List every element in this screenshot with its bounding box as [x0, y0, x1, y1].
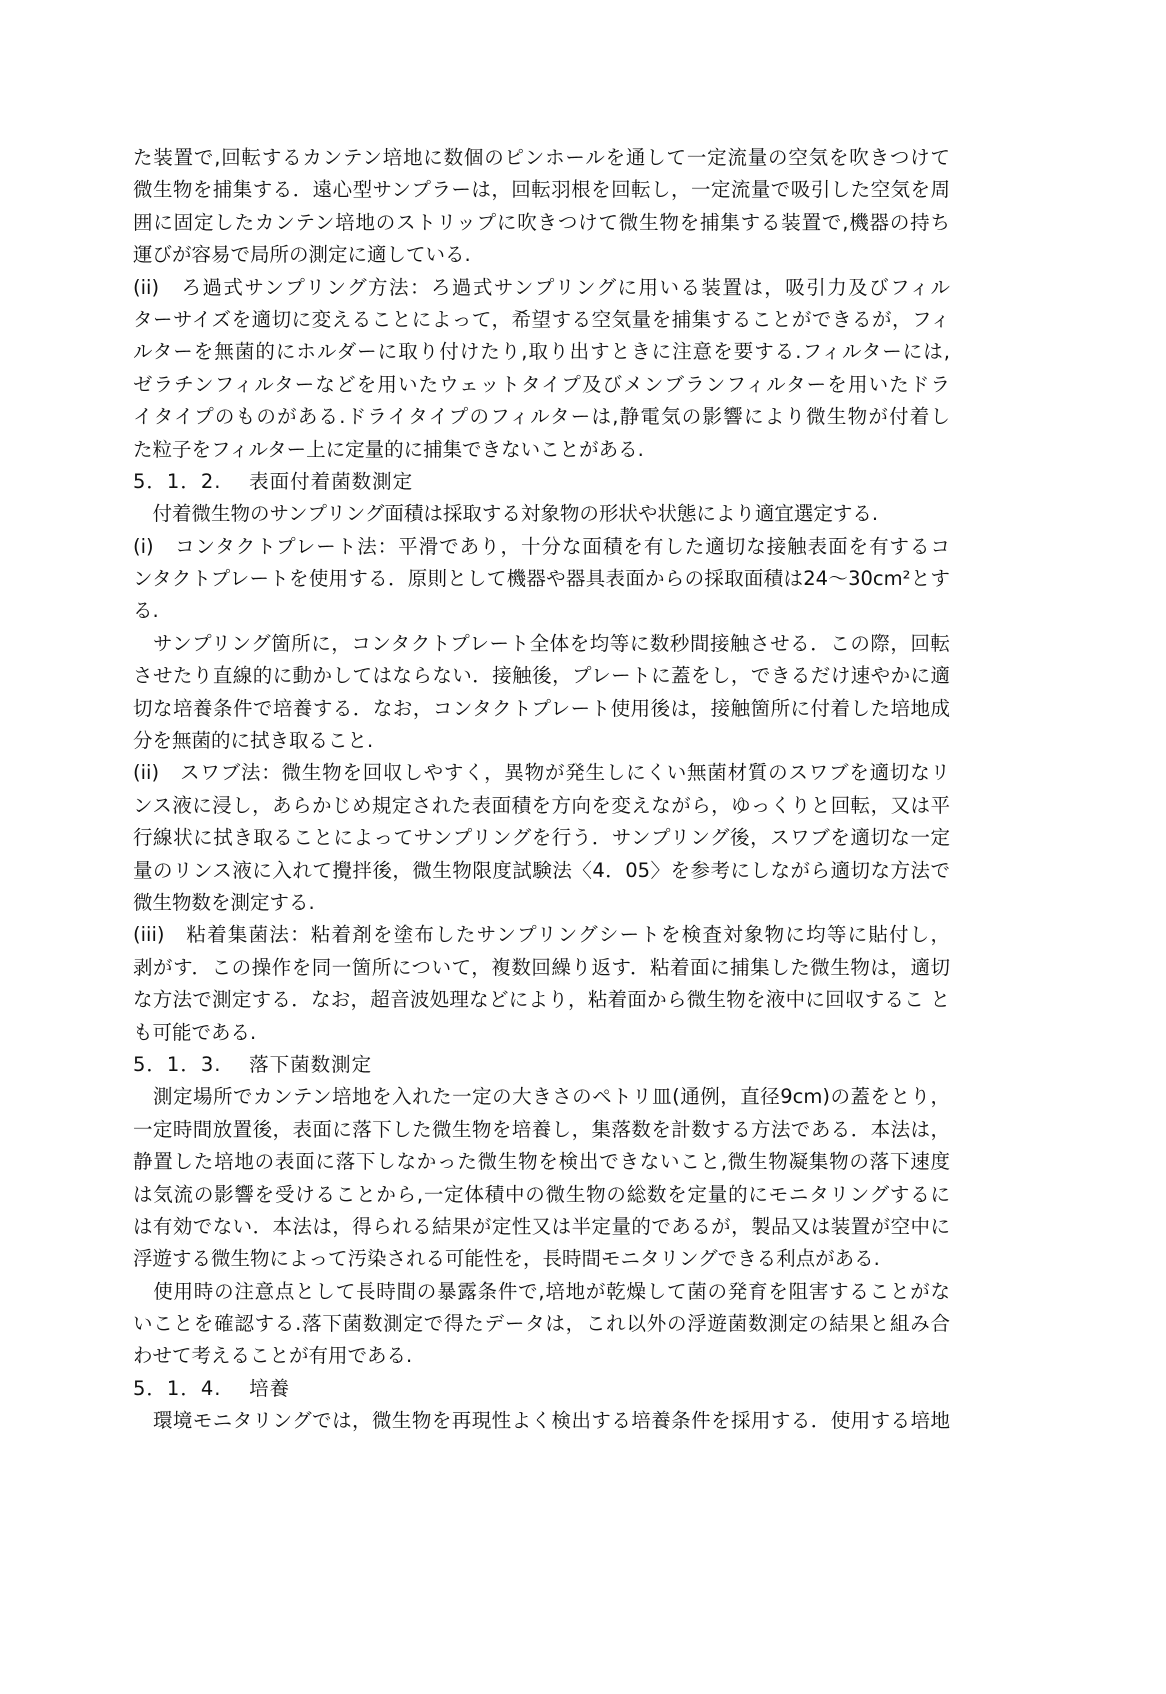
text-line: 剥がす．この操作を同一箇所について，複数回繰り返す．粘着面に捕集した微生物は，適切: [133, 955, 950, 979]
text-line: サンプリング箇所に，コンタクトプレート全体を均等に数秒間接触させる．この際，回転: [133, 631, 950, 655]
text-line: (i) コンタクトプレート法：平滑であり，十分な面積を有した適切な接触表面を有するコ: [133, 534, 950, 558]
text-line: な方法で測定する．なお，超音波処理などにより，粘着面から微生物を液中に回収するこ と: [133, 988, 950, 1012]
text-line: 使用時の注意点として長時間の暴露条件で,培地が乾燥して菌の発育を阻害することがな: [133, 1279, 950, 1303]
text-line: (ii) ろ過式サンプリング方法：ろ過式サンプリングに用いる装置は，吸引力及びフィル: [133, 275, 950, 299]
text-line: 微生物を捕集する．遠心型サンプラーは，回転羽根を回転し，一定流量で吸引した空気を周: [133, 178, 950, 202]
document-body: [133, 144, 950, 1440]
text-line: ンタクトプレートを使用する．原則として機器や器具表面からの採取面積は24～30cm²とす: [133, 567, 950, 591]
text-line: る.: [133, 599, 159, 623]
text-line: いことを確認する.落下菌数測定で得たデータは，これ以外の浮遊菌数測定の結果と組み合: [133, 1312, 950, 1336]
text-line: は気流の影響を受けることから,一定体積中の微生物の総数を定量的にモニタリングするに: [133, 1182, 950, 1206]
text-line: イタイプのものがある.ドライタイプのフィルターは,静電気の影響により微生物が付着し: [133, 405, 950, 429]
text-line: 測定場所でカンテン培地を入れた一定の大きさのペトリ皿(通例，直径9cm)の蓋をとり，: [133, 1085, 950, 1109]
text-line: わせて考えることが有用である.: [133, 1344, 413, 1368]
text-line: た装置で,回転するカンテン培地に数個のピンホールを通して一定流量の空気を吹きつけて: [133, 146, 950, 169]
text-line: は有効でない．本法は，得られる結果が定性又は半定量的であるが，製品又は装置が空中に: [133, 1214, 950, 1238]
text-line: 分を無菌的に拭き取ること.: [133, 729, 374, 753]
text-line: ゼラチンフィルターなどを用いたウェットタイプ及びメンブランフィルターを用いたドラ: [133, 372, 950, 396]
text-line: た粒子をフィルター上に定量的に捕集できないことがある.: [133, 437, 644, 461]
text-line: ルターを無菌的にホルダーに取り付けたり,取り出すときに注意を要する.フィルターには,: [133, 340, 950, 364]
text-line: 量のリンス液に入れて攪拌後，微生物限度試験法〈4．05〉を参考にしながら適切な方法で: [133, 858, 950, 882]
text-line: ンス液に浸し，あらかじめ規定された表面積を方向を変えながら，ゆっくりと回転，又は平: [133, 793, 950, 817]
text-line: 付着微生物のサンプリング面積は採取する対象物の形状や状態により適宜選定する.: [133, 502, 879, 526]
text-line: 浮遊する微生物によって汚染される可能性を，長時間モニタリングできる利点がある.: [133, 1247, 880, 1271]
section-heading: 5．1．4. 培養: [133, 1376, 291, 1400]
text-line: させたり直線的に動かしてはならない．接触後，プレートに蓋をし，できるだけ速やかに適: [133, 664, 950, 688]
text-line: も可能である.: [133, 1020, 257, 1044]
text-line: 環境モニタリングでは，微生物を再現性よく検出する培養条件を採用する．使用する培地: [133, 1409, 950, 1433]
text-line: 行線状に拭き取ることによってサンプリングを行う．サンプリング後，スワブを適切な一定: [133, 826, 950, 850]
text-line: 静置した培地の表面に落下しなかった微生物を検出できないこと,微生物凝集物の落下速度: [133, 1150, 950, 1174]
section-heading: 5．1．3. 落下菌数測定: [133, 1052, 373, 1076]
text-line: (iii) 粘着集菌法：粘着剤を塗布したサンプリングシートを検査対象物に均等に貼付し，: [133, 923, 950, 947]
text-line: ターサイズを適切に変えることによって，希望する空気量を捕集することができるが，フィ: [133, 307, 950, 331]
text-line: 切な培養条件で培養する．なお，コンタクトプレート使用後は，接触箇所に付着した培地成: [133, 696, 950, 720]
text-line: 囲に固定したカンテン培地のストリップに吹きつけて微生物を捕集する装置で,機器の持ち: [133, 210, 950, 234]
text-line: 運びが容易で局所の測定に適している.: [133, 243, 471, 267]
text-line: 微生物数を測定する.: [133, 890, 315, 914]
text-line: 一定時間放置後，表面に落下した微生物を培養し，集落数を計数する方法である．本法は，: [133, 1117, 950, 1141]
text-line: (ii) スワブ法：微生物を回収しやすく，異物が発生しにくい無菌材質のスワブを適切なリ: [133, 761, 950, 785]
section-heading: 5．1．2. 表面付着菌数測定: [133, 469, 414, 493]
